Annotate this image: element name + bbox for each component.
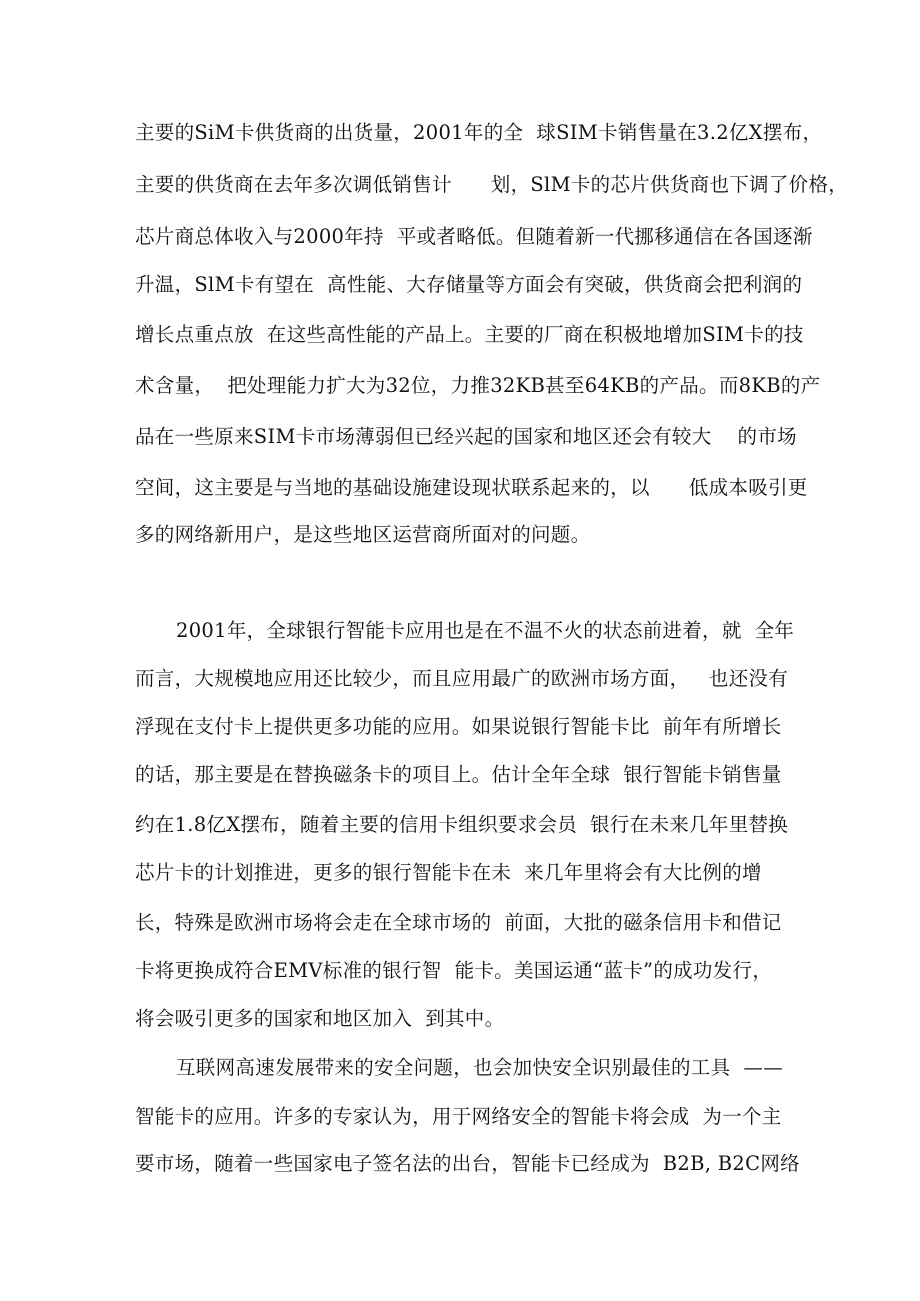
text-line: 品在一些原来SIM卡市场薄弱但已经兴起的国家和地区还会有较大 的市场 bbox=[135, 425, 797, 448]
text-line: 智能卡的应用。许多的专家认为，用于网络安全的智能卡将会成 为一个主 bbox=[135, 1105, 782, 1128]
text-line: 卡将更换成符合EMV标准的银行智 能卡。美国运通“蓝卡”的成功发行， bbox=[135, 959, 773, 982]
text-line: 空间，这主要是与当地的基础设施建设现状联系起来的，以 低成本吸引更 bbox=[135, 476, 808, 499]
text-line: 芯片卡的计划推进，更多的银行智能卡在未 来几年里将会有大比例的增 bbox=[135, 861, 762, 884]
text-line: 长，特殊是欧洲市场将会走在全球市场的 前面，大批的磁条信用卡和借记 bbox=[135, 911, 782, 934]
text-line: 主要的SiM卡供货商的出货量，2001年的全 球SIM卡销售量在3.2亿X摆布， bbox=[135, 121, 823, 144]
text-line: 2001年，全球银行智能卡应用也是在不温不火的状态前进着，就 全年 bbox=[176, 619, 795, 642]
text-line: 增长点重点放 在这些高性能的产品上。主要的厂商在积极地增加SIM卡的技 bbox=[135, 323, 804, 346]
text-line: 约在1.8亿X摆布，随着主要的信用卡组织要求会员 银行在未来几年里替换 bbox=[135, 813, 789, 836]
text-line: 的话，那主要是在替换磁条卡的项目上。估计全年全球 银行智能卡销售量 bbox=[135, 763, 782, 786]
text-line: 升温，SlM卡有望在 高性能、大存储量等方面会有突破，供货商会把利润的 bbox=[135, 273, 803, 296]
text-line: 互联网高速发展带来的安全问题，也会加快安全识别最佳的工具 —— bbox=[176, 1056, 783, 1079]
text-line: 主要的供货商在去年多次调低销售计 划，SlM卡的芯片供货商也下调了价格， bbox=[135, 173, 849, 196]
text-line: 将会吸引更多的国家和地区加入 到其中。 bbox=[135, 1007, 505, 1030]
text-line: 芯片商总体收入与2000年持 平或者略低。但随着新一代挪移通信在各国逐渐 bbox=[135, 225, 813, 248]
text-line: 要市场，随着一些国家电子签名法的出台，智能卡已经成为 B2B, B2C网络 bbox=[135, 1152, 800, 1175]
text-line: 而言，大规模地应用还比较少，而且应用最广的欧洲市场方面， 也还没有 bbox=[135, 667, 789, 690]
text-line: 多的网络新用户，是这些地区运营商所面对的问题。 bbox=[135, 523, 591, 546]
text-line: 浮现在支付卡上提供更多功能的应用。如果说银行智能卡比 前年有所增长 bbox=[135, 715, 782, 738]
text-line: 术含量， 把处理能力扩大为32位，力推32KB甚至64KB的产品。而8KB的产 bbox=[135, 374, 821, 397]
